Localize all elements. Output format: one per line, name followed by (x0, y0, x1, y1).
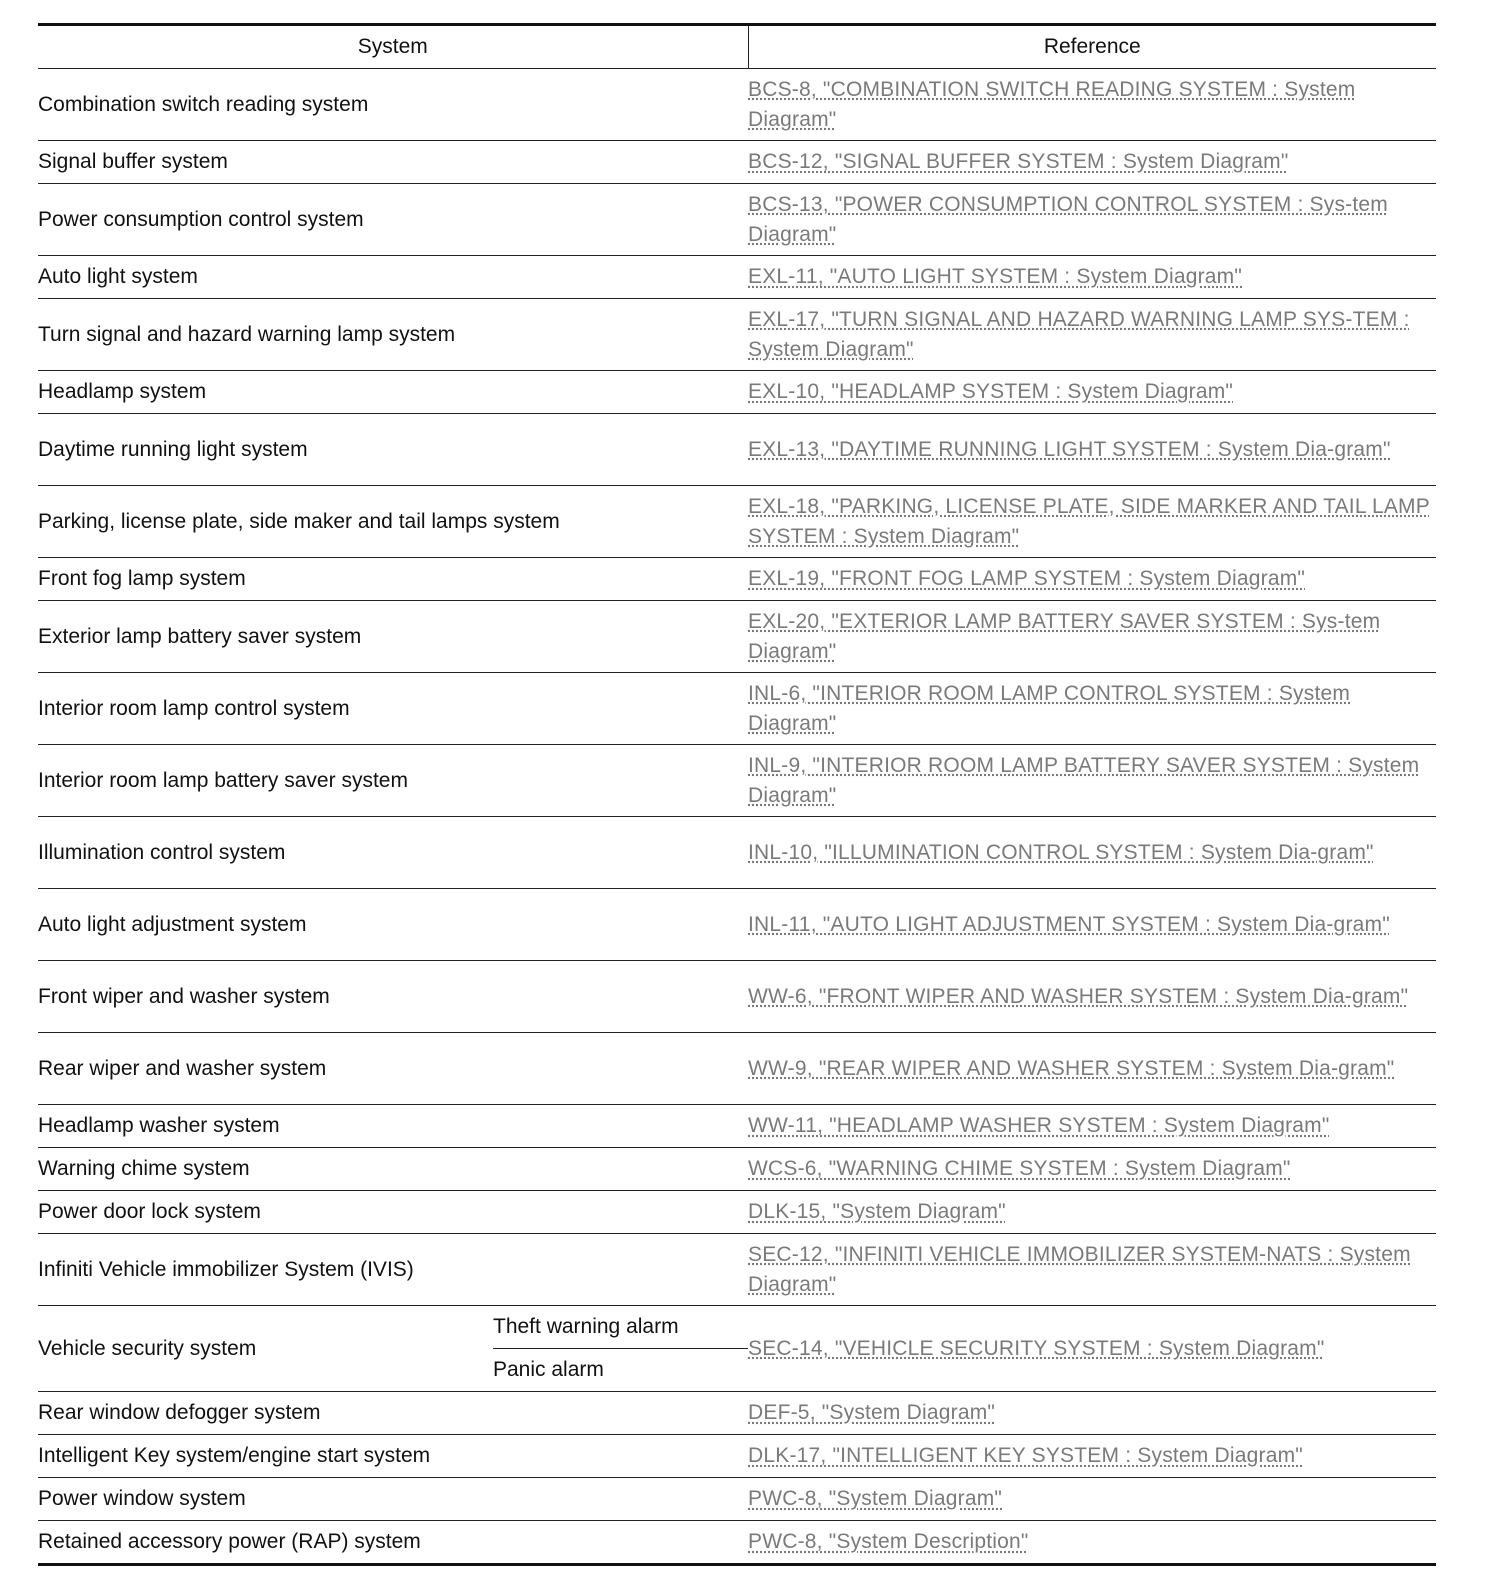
reference-cell (748, 1521, 1436, 1565)
reference-link[interactable]: EXL-20, "EXTERIOR LAMP BATTERY SAVER SYSTEM : Sys-tem Diagram" (748, 609, 1381, 663)
system-cell: Rear wiper and washer system (38, 1033, 748, 1105)
reference-link[interactable]: BCS-8, "COMBINATION SWITCH READING SYSTEM : System Diagram" (748, 77, 1356, 131)
system-cell: Daytime running light system (38, 414, 748, 486)
reference-link[interactable]: PWC-8, "System Description" (748, 1530, 1029, 1553)
table-row (38, 558, 1436, 601)
reference-cell (748, 1191, 1436, 1234)
table-row (38, 256, 1436, 299)
reference-link[interactable]: DEF-5, "System Diagram" (748, 1401, 996, 1424)
table-row (38, 1521, 1436, 1565)
system-cell: Auto light adjustment system (38, 889, 748, 961)
system-cell: Interior room lamp control system (38, 673, 748, 745)
reference-link[interactable]: INL-11, "AUTO LIGHT ADJUSTMENT SYSTEM : System Dia-gram" (748, 912, 1390, 936)
reference-link[interactable]: BCS-13, "POWER CONSUMPTION CONTROL SYSTEM : Sys-tem Diagram" (748, 192, 1388, 246)
reference-cell (748, 673, 1436, 745)
reference-link[interactable]: INL-10, "ILLUMINATION CONTROL SYSTEM : System Dia-gram" (748, 840, 1374, 864)
reference-cell (748, 745, 1436, 817)
system-cell: Exterior lamp battery saver system (38, 601, 748, 673)
reference-link[interactable]: EXL-17, "TURN SIGNAL AND HAZARD WARNING LAMP SYS-TEM : System Diagram" (748, 307, 1410, 361)
reference-cell (748, 961, 1436, 1033)
reference-link[interactable]: INL-9, "INTERIOR ROOM LAMP BATTERY SAVER SYSTEM : System Diagram" (748, 753, 1420, 807)
system-cell: Parking, license plate, side maker and tail lamps system (38, 486, 748, 558)
system-cell: Combination switch reading system (38, 69, 748, 141)
table-row-vehicle-security (38, 1306, 1436, 1349)
table-row (38, 69, 1436, 141)
table-row (38, 1234, 1436, 1306)
reference-cell (748, 1435, 1436, 1478)
reference-link[interactable]: WCS-6, "WARNING CHIME SYSTEM : System Diagram" (748, 1157, 1291, 1180)
system-cell: Warning chime system (38, 1148, 748, 1191)
table-row (38, 141, 1436, 184)
reference-link[interactable]: DLK-15, "System Diagram" (748, 1200, 1006, 1223)
reference-link[interactable]: BCS-12, "SIGNAL BUFFER SYSTEM : System Diagram" (748, 150, 1289, 173)
reference-cell (748, 1392, 1436, 1435)
system-cell: Turn signal and hazard warning lamp system (38, 299, 748, 371)
reference-link[interactable]: EXL-11, "AUTO LIGHT SYSTEM : System Diagram" (748, 265, 1243, 288)
reference-link[interactable]: EXL-18, "PARKING, LICENSE PLATE, SIDE MARKER AND TAIL LAMP SYSTEM : System Diagram" (748, 494, 1430, 548)
reference-cell (748, 69, 1436, 141)
reference-link[interactable]: SEC-12, "INFINITI VEHICLE IMMOBILIZER SYSTEM-NATS : System Diagram" (748, 1242, 1411, 1296)
system-cell: Interior room lamp battery saver system (38, 745, 748, 817)
reference-cell (748, 486, 1436, 558)
table-row (38, 1392, 1436, 1435)
header-reference: Reference (748, 25, 1436, 69)
table-header-row (38, 25, 1436, 69)
system-cell: Power consumption control system (38, 184, 748, 256)
header-system: System (38, 25, 748, 69)
reference-cell (748, 1105, 1436, 1148)
table-row (38, 673, 1436, 745)
table-row (38, 1478, 1436, 1521)
table-row (38, 889, 1436, 961)
system-cell: Infiniti Vehicle immobilizer System (IVIS) (38, 1234, 748, 1306)
table-row (38, 1105, 1436, 1148)
system-cell: Intelligent Key system/engine start system (38, 1435, 748, 1478)
table-row (38, 299, 1436, 371)
table-row (38, 486, 1436, 558)
table-row (38, 371, 1436, 414)
reference-link[interactable]: DLK-17, "INTELLIGENT KEY SYSTEM : System Diagram" (748, 1444, 1303, 1467)
reference-link[interactable]: WW-6, "FRONT WIPER AND WASHER SYSTEM : System Dia-gram" (748, 984, 1409, 1008)
table-row (38, 745, 1436, 817)
reference-cell (748, 601, 1436, 673)
subsystem-cell: Theft warning alarm (493, 1306, 748, 1349)
reference-link[interactable]: INL-6, "INTERIOR ROOM LAMP CONTROL SYSTEM : System Diagram" (748, 681, 1351, 735)
reference-cell (748, 817, 1436, 889)
reference-link[interactable]: WW-9, "REAR WIPER AND WASHER SYSTEM : System Dia-gram" (748, 1056, 1395, 1080)
system-cell: Headlamp washer system (38, 1105, 748, 1148)
system-cell: Power window system (38, 1478, 748, 1521)
table-row (38, 1033, 1436, 1105)
reference-cell (748, 1478, 1436, 1521)
reference-cell (748, 184, 1436, 256)
reference-cell (748, 889, 1436, 961)
system-cell: Illumination control system (38, 817, 748, 889)
table-row (38, 1191, 1436, 1234)
reference-link[interactable]: EXL-10, "HEADLAMP SYSTEM : System Diagram" (748, 380, 1234, 403)
reference-cell (748, 414, 1436, 486)
reference-cell (748, 1306, 1436, 1392)
table-row (38, 1435, 1436, 1478)
table-row (38, 414, 1436, 486)
subsystem-cell: Panic alarm (493, 1349, 748, 1392)
reference-link[interactable]: EXL-13, "DAYTIME RUNNING LIGHT SYSTEM : System Dia-gram" (748, 437, 1391, 461)
reference-link[interactable]: WW-11, "HEADLAMP WASHER SYSTEM : System Diagram" (748, 1114, 1330, 1137)
reference-link[interactable]: PWC-8, "System Diagram" (748, 1487, 1003, 1510)
table-row (38, 184, 1436, 256)
system-cell: Auto light system (38, 256, 748, 299)
reference-link[interactable]: EXL-19, "FRONT FOG LAMP SYSTEM : System Diagram" (748, 567, 1306, 590)
reference-cell (748, 558, 1436, 601)
reference-cell (748, 256, 1436, 299)
table-row (38, 817, 1436, 889)
reference-cell (748, 1148, 1436, 1191)
reference-cell (748, 299, 1436, 371)
system-cell: Power door lock system (38, 1191, 748, 1234)
reference-table (38, 23, 1436, 1566)
reference-cell (748, 141, 1436, 184)
system-cell: Vehicle security system (38, 1306, 493, 1392)
reference-link[interactable]: SEC-14, "VEHICLE SECURITY SYSTEM : System Diagram" (748, 1336, 1325, 1360)
system-cell: Rear window defogger system (38, 1392, 748, 1435)
table-row (38, 601, 1436, 673)
reference-cell (748, 1033, 1436, 1105)
system-cell: Signal buffer system (38, 141, 748, 184)
system-cell: Front wiper and washer system (38, 961, 748, 1033)
reference-cell (748, 1234, 1436, 1306)
system-cell: Front fog lamp system (38, 558, 748, 601)
system-cell: Headlamp system (38, 371, 748, 414)
table-row (38, 961, 1436, 1033)
reference-cell (748, 371, 1436, 414)
table-row (38, 1148, 1436, 1191)
system-cell: Retained accessory power (RAP) system (38, 1521, 748, 1565)
